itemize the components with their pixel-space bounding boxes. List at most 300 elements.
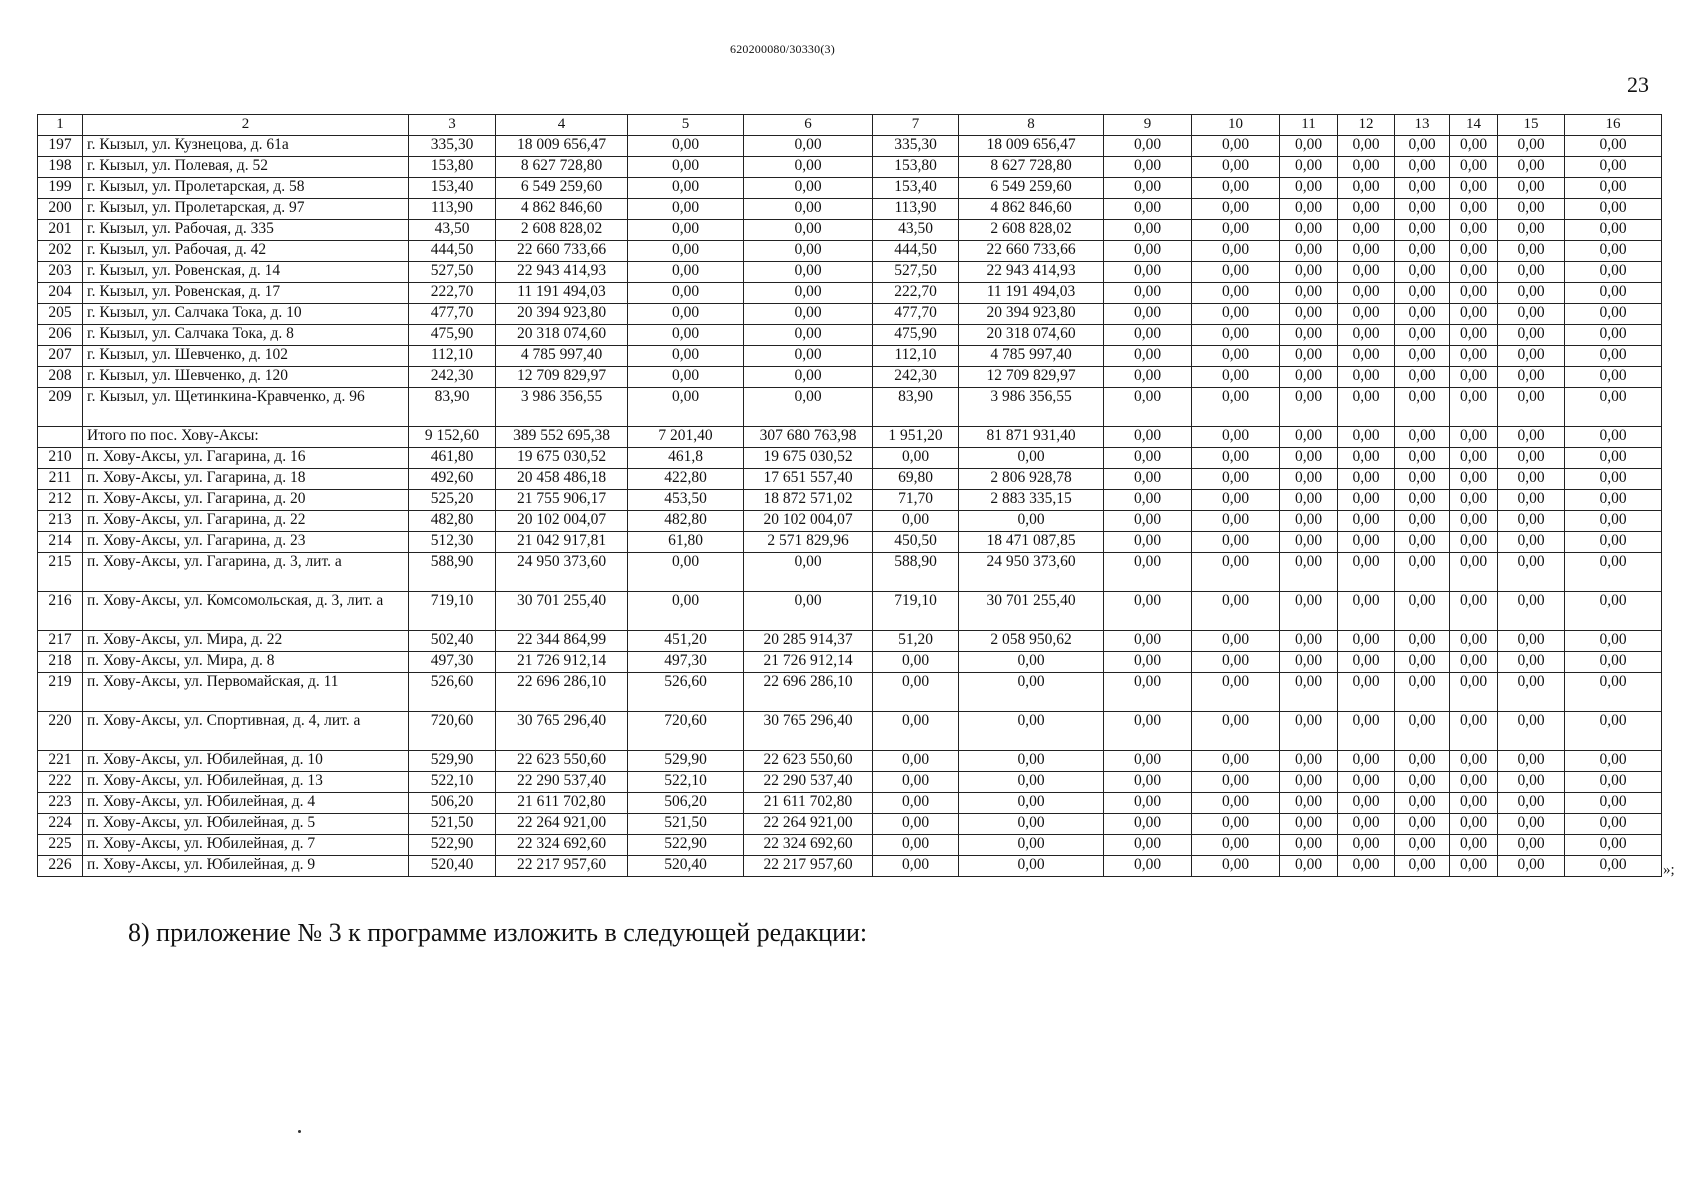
value-cell: 502,40 [409, 631, 496, 652]
value-cell: 112,10 [873, 346, 959, 367]
value-cell: 0,00 [1395, 835, 1450, 856]
address-cell: г. Кызыл, ул. Шевченко, д. 102 [83, 346, 409, 367]
value-cell: 527,50 [409, 262, 496, 283]
address-cell: п. Хову-Аксы, ул. Спортивная, д. 4, лит. а [83, 712, 409, 751]
value-cell: 0,00 [1192, 241, 1280, 262]
value-cell: 0,00 [1565, 367, 1662, 388]
value-cell: 0,00 [1498, 388, 1565, 427]
value-cell: 482,80 [628, 511, 744, 532]
value-cell: 9 152,60 [409, 427, 496, 448]
address-cell: г. Кызыл, ул. Рабочая, д. 335 [83, 220, 409, 241]
value-cell: 0,00 [1450, 241, 1498, 262]
value-cell: 422,80 [628, 469, 744, 490]
value-cell: 0,00 [1338, 448, 1395, 469]
value-cell: 0,00 [1104, 793, 1192, 814]
document-code: 620200080/30330(3) [730, 42, 835, 56]
table-header-row [38, 115, 1662, 136]
value-cell: 0,00 [1280, 631, 1338, 652]
value-cell: 0,00 [1395, 241, 1450, 262]
row-number: 211 [38, 469, 83, 490]
value-cell: 0,00 [1395, 220, 1450, 241]
value-cell: 8 627 728,80 [496, 157, 628, 178]
value-cell: 3 986 356,55 [496, 388, 628, 427]
value-cell: 453,50 [628, 490, 744, 511]
value-cell: 21 755 906,17 [496, 490, 628, 511]
value-cell: 0,00 [1280, 592, 1338, 631]
table-row [38, 793, 1662, 814]
value-cell: 0,00 [1565, 178, 1662, 199]
value-cell: 0,00 [873, 751, 959, 772]
value-cell: 0,00 [1338, 511, 1395, 532]
value-cell: 0,00 [1450, 553, 1498, 592]
value-cell: 0,00 [1395, 772, 1450, 793]
value-cell: 0,00 [1498, 511, 1565, 532]
value-cell: 0,00 [1104, 448, 1192, 469]
value-cell: 4 862 846,60 [959, 199, 1104, 220]
value-cell: 22 943 414,93 [496, 262, 628, 283]
row-number: 214 [38, 532, 83, 553]
value-cell: 0,00 [1565, 814, 1662, 835]
value-cell: 22 696 286,10 [744, 673, 873, 712]
value-cell: 20 285 914,37 [744, 631, 873, 652]
row-number: 205 [38, 304, 83, 325]
value-cell: 522,10 [409, 772, 496, 793]
value-cell: 719,10 [409, 592, 496, 631]
value-cell: 0,00 [873, 712, 959, 751]
value-cell: 22 324 692,60 [496, 835, 628, 856]
column-number: 9 [1104, 115, 1192, 136]
value-cell: 0,00 [1450, 325, 1498, 346]
column-number: 8 [959, 115, 1104, 136]
value-cell: 477,70 [409, 304, 496, 325]
value-cell: 20 394 923,80 [496, 304, 628, 325]
address-cell: г. Кызыл, ул. Пролетарская, д. 97 [83, 199, 409, 220]
row-number: 210 [38, 448, 83, 469]
value-cell: 18 009 656,47 [959, 136, 1104, 157]
value-cell: 0,00 [1280, 652, 1338, 673]
value-cell: 0,00 [1498, 220, 1565, 241]
value-cell: 0,00 [1280, 367, 1338, 388]
value-cell: 0,00 [1450, 856, 1498, 877]
value-cell: 61,80 [628, 532, 744, 553]
value-cell: 0,00 [1280, 814, 1338, 835]
value-cell: 22 217 957,60 [744, 856, 873, 877]
value-cell: 0,00 [1338, 388, 1395, 427]
value-cell: 482,80 [409, 511, 496, 532]
value-cell: 22 943 414,93 [959, 262, 1104, 283]
value-cell: 0,00 [1498, 835, 1565, 856]
value-cell: 0,00 [628, 262, 744, 283]
value-cell: 22 660 733,66 [496, 241, 628, 262]
value-cell: 0,00 [959, 712, 1104, 751]
address-cell: г. Кызыл, ул. Пролетарская, д. 58 [83, 178, 409, 199]
value-cell: 22 660 733,66 [959, 241, 1104, 262]
value-cell: 0,00 [1450, 712, 1498, 751]
value-cell: 588,90 [409, 553, 496, 592]
value-cell: 2 058 950,62 [959, 631, 1104, 652]
value-cell: 0,00 [1498, 814, 1565, 835]
value-cell: 0,00 [1338, 712, 1395, 751]
value-cell: 0,00 [873, 814, 959, 835]
row-number: 219 [38, 673, 83, 712]
value-cell: 2 608 828,02 [959, 220, 1104, 241]
address-cell: г. Кызыл, ул. Ровенская, д. 14 [83, 262, 409, 283]
value-cell: 522,90 [409, 835, 496, 856]
value-cell: 0,00 [1565, 856, 1662, 877]
value-cell: 0,00 [1395, 814, 1450, 835]
value-cell: 0,00 [1280, 220, 1338, 241]
value-cell: 83,90 [873, 388, 959, 427]
value-cell: 0,00 [1280, 772, 1338, 793]
value-cell: 0,00 [1395, 367, 1450, 388]
value-cell: 0,00 [1565, 751, 1662, 772]
table-row [38, 856, 1662, 877]
value-cell: 0,00 [1450, 346, 1498, 367]
address-cell: п. Хову-Аксы, ул. Юбилейная, д. 7 [83, 835, 409, 856]
value-cell: 6 549 259,60 [496, 178, 628, 199]
value-cell: 389 552 695,38 [496, 427, 628, 448]
value-cell: 0,00 [1395, 490, 1450, 511]
value-cell: 520,40 [628, 856, 744, 877]
address-cell: п. Хову-Аксы, ул. Юбилейная, д. 13 [83, 772, 409, 793]
value-cell: 0,00 [1104, 241, 1192, 262]
value-cell: 461,80 [409, 448, 496, 469]
value-cell: 0,00 [628, 346, 744, 367]
value-cell: 0,00 [1565, 652, 1662, 673]
value-cell: 0,00 [1280, 262, 1338, 283]
value-cell: 0,00 [1338, 793, 1395, 814]
value-cell: 0,00 [1450, 592, 1498, 631]
value-cell: 0,00 [959, 793, 1104, 814]
scan-dot [298, 1130, 301, 1133]
value-cell: 0,00 [1104, 346, 1192, 367]
row-number: 224 [38, 814, 83, 835]
value-cell: 0,00 [1280, 241, 1338, 262]
value-cell: 0,00 [1104, 814, 1192, 835]
value-cell: 22 290 537,40 [744, 772, 873, 793]
value-cell: 21 611 702,80 [496, 793, 628, 814]
address-cell: п. Хову-Аксы, ул. Комсомольская, д. 3, лит. а [83, 592, 409, 631]
value-cell: 0,00 [1565, 283, 1662, 304]
value-cell: 506,20 [628, 793, 744, 814]
value-cell: 0,00 [1280, 490, 1338, 511]
value-cell: 0,00 [1565, 346, 1662, 367]
value-cell: 0,00 [1338, 346, 1395, 367]
value-cell: 0,00 [1104, 427, 1192, 448]
value-cell: 0,00 [628, 157, 744, 178]
value-cell: 0,00 [628, 388, 744, 427]
value-cell: 0,00 [1192, 835, 1280, 856]
value-cell: 0,00 [1565, 631, 1662, 652]
table-row [38, 388, 1662, 427]
value-cell: 720,60 [409, 712, 496, 751]
row-number: 220 [38, 712, 83, 751]
table-row [38, 553, 1662, 592]
value-cell: 0,00 [628, 367, 744, 388]
value-cell: 0,00 [1104, 592, 1192, 631]
row-number: 218 [38, 652, 83, 673]
value-cell: 113,90 [873, 199, 959, 220]
value-cell: 475,90 [873, 325, 959, 346]
value-cell: 506,20 [409, 793, 496, 814]
table-row [38, 490, 1662, 511]
value-cell: 0,00 [1192, 856, 1280, 877]
row-number: 222 [38, 772, 83, 793]
table-row [38, 283, 1662, 304]
value-cell: 0,00 [1395, 325, 1450, 346]
value-cell: 0,00 [628, 241, 744, 262]
value-cell: 0,00 [1450, 304, 1498, 325]
value-cell: 153,80 [409, 157, 496, 178]
address-cell: п. Хову-Аксы, ул. Юбилейная, д. 9 [83, 856, 409, 877]
value-cell: 0,00 [1104, 283, 1192, 304]
value-cell: 0,00 [744, 136, 873, 157]
value-cell: 0,00 [1192, 553, 1280, 592]
row-number: 213 [38, 511, 83, 532]
value-cell: 0,00 [1192, 157, 1280, 178]
value-cell: 71,70 [873, 490, 959, 511]
value-cell: 521,50 [628, 814, 744, 835]
row-number: 207 [38, 346, 83, 367]
value-cell: 0,00 [1192, 712, 1280, 751]
value-cell: 0,00 [1338, 652, 1395, 673]
value-cell: 0,00 [1395, 283, 1450, 304]
value-cell: 0,00 [1104, 490, 1192, 511]
value-cell: 0,00 [1280, 673, 1338, 712]
value-cell: 0,00 [1565, 304, 1662, 325]
value-cell: 0,00 [1498, 367, 1565, 388]
column-number: 11 [1280, 115, 1338, 136]
value-cell: 0,00 [1280, 712, 1338, 751]
value-cell: 0,00 [1104, 835, 1192, 856]
value-cell: 0,00 [744, 592, 873, 631]
value-cell: 0,00 [1395, 448, 1450, 469]
value-cell: 0,00 [1192, 388, 1280, 427]
row-number: 206 [38, 325, 83, 346]
value-cell: 0,00 [1450, 772, 1498, 793]
value-cell: 0,00 [1104, 199, 1192, 220]
row-number: 208 [38, 367, 83, 388]
value-cell: 0,00 [1192, 490, 1280, 511]
value-cell: 0,00 [873, 673, 959, 712]
value-cell: 30 701 255,40 [959, 592, 1104, 631]
value-cell: 0,00 [1395, 793, 1450, 814]
value-cell: 0,00 [744, 157, 873, 178]
table-row [38, 592, 1662, 631]
value-cell: 22 344 864,99 [496, 631, 628, 652]
value-cell: 0,00 [1565, 553, 1662, 592]
row-number: 197 [38, 136, 83, 157]
value-cell: 0,00 [744, 325, 873, 346]
column-number: 12 [1338, 115, 1395, 136]
value-cell: 0,00 [1450, 631, 1498, 652]
value-cell: 0,00 [744, 388, 873, 427]
address-cell: п. Хову-Аксы, ул. Мира, д. 22 [83, 631, 409, 652]
value-cell: 18 872 571,02 [744, 490, 873, 511]
table-row [38, 631, 1662, 652]
value-cell: 22 623 550,60 [744, 751, 873, 772]
value-cell: 0,00 [1338, 835, 1395, 856]
column-number: 15 [1498, 115, 1565, 136]
value-cell: 0,00 [1498, 652, 1565, 673]
row-number: 216 [38, 592, 83, 631]
column-number: 3 [409, 115, 496, 136]
value-cell: 0,00 [1498, 592, 1565, 631]
value-cell: 0,00 [1192, 532, 1280, 553]
value-cell: 0,00 [1192, 304, 1280, 325]
value-cell: 22 290 537,40 [496, 772, 628, 793]
table-row [38, 367, 1662, 388]
row-number: 201 [38, 220, 83, 241]
value-cell: 0,00 [873, 793, 959, 814]
value-cell: 20 318 074,60 [496, 325, 628, 346]
value-cell: 0,00 [1104, 220, 1192, 241]
value-cell: 21 611 702,80 [744, 793, 873, 814]
value-cell: 0,00 [1565, 469, 1662, 490]
column-number: 16 [1565, 115, 1662, 136]
value-cell: 0,00 [1192, 136, 1280, 157]
value-cell: 0,00 [1192, 751, 1280, 772]
value-cell: 520,40 [409, 856, 496, 877]
value-cell: 0,00 [1280, 136, 1338, 157]
value-cell: 6 549 259,60 [959, 178, 1104, 199]
table-row [38, 325, 1662, 346]
value-cell: 0,00 [1338, 427, 1395, 448]
value-cell: 0,00 [1498, 199, 1565, 220]
value-cell: 0,00 [1498, 532, 1565, 553]
value-cell: 20 102 004,07 [744, 511, 873, 532]
row-number: 199 [38, 178, 83, 199]
value-cell: 0,00 [744, 241, 873, 262]
address-cell: п. Хову-Аксы, ул. Гагарина, д. 3, лит. а [83, 553, 409, 592]
address-cell: г. Кызыл, ул. Рабочая, д. 42 [83, 241, 409, 262]
value-cell: 527,50 [873, 262, 959, 283]
value-cell: 20 318 074,60 [959, 325, 1104, 346]
column-number: 2 [83, 115, 409, 136]
value-cell: 0,00 [1450, 178, 1498, 199]
value-cell: 24 950 373,60 [959, 553, 1104, 592]
value-cell: 0,00 [628, 220, 744, 241]
value-cell: 450,50 [873, 532, 959, 553]
value-cell: 0,00 [1192, 346, 1280, 367]
value-cell: 81 871 931,40 [959, 427, 1104, 448]
value-cell: 0,00 [1104, 856, 1192, 877]
value-cell: 0,00 [1192, 511, 1280, 532]
value-cell: 0,00 [1565, 427, 1662, 448]
value-cell: 0,00 [1395, 856, 1450, 877]
value-cell: 0,00 [1280, 304, 1338, 325]
row-number: 223 [38, 793, 83, 814]
value-cell: 0,00 [1395, 532, 1450, 553]
value-cell: 0,00 [1498, 553, 1565, 592]
address-cell: п. Хову-Аксы, ул. Гагарина, д. 16 [83, 448, 409, 469]
value-cell: 0,00 [1565, 220, 1662, 241]
column-number: 6 [744, 115, 873, 136]
value-cell: 0,00 [744, 283, 873, 304]
value-cell: 0,00 [744, 304, 873, 325]
row-number [38, 427, 83, 448]
value-cell: 4 862 846,60 [496, 199, 628, 220]
address-cell: г. Кызыл, ул. Салчака Тока, д. 10 [83, 304, 409, 325]
table-row [38, 712, 1662, 751]
value-cell: 0,00 [1395, 592, 1450, 631]
value-cell: 0,00 [1280, 511, 1338, 532]
table-row [38, 304, 1662, 325]
value-cell: 0,00 [1192, 772, 1280, 793]
value-cell: 0,00 [1395, 199, 1450, 220]
value-cell: 0,00 [1338, 262, 1395, 283]
value-cell: 0,00 [628, 283, 744, 304]
value-cell: 0,00 [873, 772, 959, 793]
value-cell: 0,00 [1192, 814, 1280, 835]
value-cell: 0,00 [1192, 469, 1280, 490]
value-cell: 22 264 921,00 [496, 814, 628, 835]
value-cell: 0,00 [1280, 178, 1338, 199]
value-cell: 8 627 728,80 [959, 157, 1104, 178]
value-cell: 0,00 [1104, 751, 1192, 772]
value-cell: 153,80 [873, 157, 959, 178]
value-cell: 451,20 [628, 631, 744, 652]
value-cell: 0,00 [1565, 532, 1662, 553]
row-number: 217 [38, 631, 83, 652]
value-cell: 0,00 [1498, 772, 1565, 793]
value-cell: 0,00 [1395, 673, 1450, 712]
address-cell: п. Хову-Аксы, ул. Первомайская, д. 11 [83, 673, 409, 712]
value-cell: 0,00 [1498, 448, 1565, 469]
table-row [38, 157, 1662, 178]
value-cell: 0,00 [628, 178, 744, 199]
value-cell: 19 675 030,52 [496, 448, 628, 469]
row-number: 225 [38, 835, 83, 856]
value-cell: 0,00 [1280, 835, 1338, 856]
value-cell: 1 951,20 [873, 427, 959, 448]
value-cell: 497,30 [628, 652, 744, 673]
value-cell: 0,00 [1104, 712, 1192, 751]
value-cell: 0,00 [1192, 592, 1280, 631]
value-cell: 526,60 [409, 673, 496, 712]
value-cell: 0,00 [744, 178, 873, 199]
value-cell: 222,70 [873, 283, 959, 304]
value-cell: 0,00 [628, 136, 744, 157]
column-number: 7 [873, 115, 959, 136]
value-cell: 0,00 [959, 856, 1104, 877]
value-cell: 0,00 [1565, 241, 1662, 262]
value-cell: 0,00 [1280, 793, 1338, 814]
value-cell: 0,00 [1395, 469, 1450, 490]
value-cell: 0,00 [1338, 490, 1395, 511]
value-cell: 521,50 [409, 814, 496, 835]
value-cell: 0,00 [959, 511, 1104, 532]
value-cell: 0,00 [1104, 388, 1192, 427]
value-cell: 0,00 [1450, 469, 1498, 490]
value-cell: 0,00 [1338, 157, 1395, 178]
value-cell: 0,00 [628, 592, 744, 631]
value-cell: 20 394 923,80 [959, 304, 1104, 325]
value-cell: 0,00 [1498, 712, 1565, 751]
value-cell: 0,00 [1104, 157, 1192, 178]
value-cell: 0,00 [1450, 220, 1498, 241]
value-cell: 11 191 494,03 [496, 283, 628, 304]
table-row [38, 136, 1662, 157]
value-cell: 0,00 [1498, 136, 1565, 157]
column-number: 1 [38, 115, 83, 136]
value-cell: 0,00 [1450, 136, 1498, 157]
table-row [38, 262, 1662, 283]
value-cell: 0,00 [1565, 793, 1662, 814]
row-number: 221 [38, 751, 83, 772]
value-cell: 719,10 [873, 592, 959, 631]
value-cell: 0,00 [1450, 793, 1498, 814]
